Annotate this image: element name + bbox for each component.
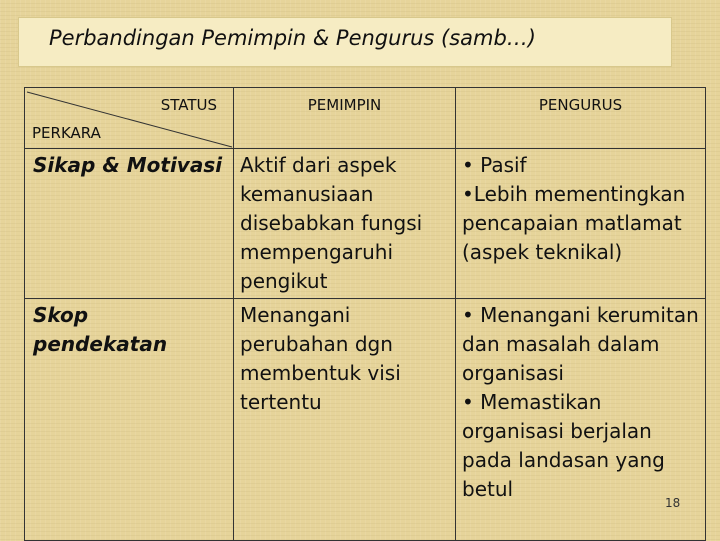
row-label-sikap: Sikap & Motivasi (25, 149, 234, 299)
header-pemimpin: PEMIMPIN (234, 88, 456, 149)
corner-status-label: STATUS (160, 96, 217, 114)
header-row (25, 88, 706, 149)
bullet-item: •Lebih mementingkan pencapaian matlamat (aspek teknikal) (462, 182, 686, 264)
table-row (25, 149, 706, 299)
slide-title: Perbandingan Pemimpin & Pengurus (samb…) (49, 26, 536, 50)
cell-pemimpin-sikap: Aktif dari aspek kemanusiaan disebabkan fungsi mempengaruhi pengikut (234, 149, 456, 299)
row-label-skop: Skop pendekatan (25, 299, 234, 541)
bullet-item: • Pasif (462, 153, 527, 177)
corner-perkara-label: PERKARA (32, 124, 101, 142)
comparison-table (24, 87, 706, 541)
corner-cell (25, 88, 234, 149)
bullet-item: • Memastikan organisasi berjalan pada landasan yang betul (462, 390, 665, 501)
page-number: 18 (665, 496, 681, 510)
title-box (18, 17, 672, 67)
cell-pengurus-sikap (456, 149, 706, 299)
header-pengurus: PENGURUS (456, 88, 706, 149)
cell-pemimpin-skop: Menangani perubahan dgn membentuk visi tertentu (234, 299, 456, 541)
table-row (25, 299, 706, 541)
bullet-item: • Menangani kerumitan dan masalah dalam organisasi (462, 303, 699, 385)
